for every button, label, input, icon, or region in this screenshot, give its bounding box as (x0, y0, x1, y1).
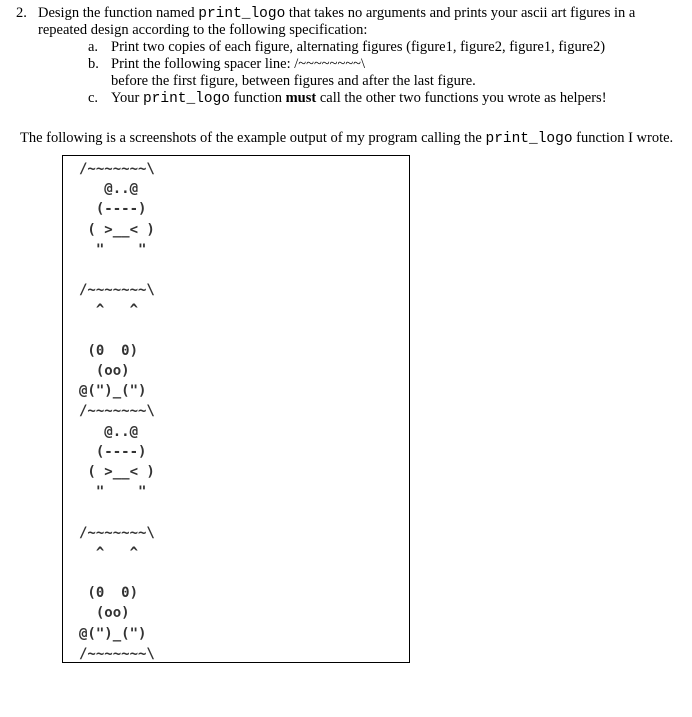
question-line-1-after: that takes no arguments and prints your ascii art figures in a (285, 5, 636, 21)
output-line: (oo) (79, 605, 130, 622)
question-number: 2. (16, 5, 27, 21)
output-line: @..@ (79, 181, 139, 198)
output-line: /~~~~~~~\ (79, 524, 155, 541)
output-line: (----) (79, 201, 147, 218)
output-line: (----) (79, 443, 147, 460)
output-line: ( >__< ) (79, 221, 155, 238)
item-c-bold: must (285, 90, 317, 106)
output-line: " " (79, 241, 147, 258)
output-line: @..@ (79, 423, 139, 440)
item-a-text: Print two copies of each figure, alternating figures (figure1, figure2, figure1, figure2) (111, 39, 606, 55)
item-c-text (111, 90, 607, 108)
output-line: (0 0) (79, 342, 139, 359)
output-line: ( >__< ) (79, 464, 155, 480)
intro-sentence (20, 129, 673, 148)
example-output-box (62, 155, 410, 663)
output-line: /~~~~~~~\ (79, 282, 155, 299)
item-b-marker: b. (88, 56, 99, 72)
output-line: (0 0) (79, 585, 139, 602)
item-b-text: Print the following spacer line: /~~~~~~~~\ (111, 56, 366, 72)
item-c-mid: function (230, 90, 286, 106)
item-a-marker: a. (88, 39, 99, 55)
item-c-code: print_logo (142, 91, 230, 107)
question-line-1-before: Design the function named (38, 5, 199, 21)
intro-before: The following is a screenshots of the example output of my program calling the (20, 130, 486, 146)
output-line: ^ ^ (79, 302, 139, 319)
output-line: @(")_(") (79, 625, 147, 642)
intro-after: function I wrote. (572, 130, 674, 146)
output-line: (oo) (79, 363, 130, 379)
item-b-continuation: before the first figure, between figures and after the last figure. (111, 73, 476, 89)
output-line: ^ ^ (79, 544, 139, 561)
intro-code: print_logo (485, 131, 573, 147)
item-c-after: call the other two functions you wrote as helpers! (316, 90, 607, 106)
output-line: /~~~~~~~\ (79, 161, 155, 177)
output-line: /~~~~~~~\ (79, 645, 155, 662)
question-line-1 (38, 5, 635, 23)
output-line: " " (79, 484, 147, 501)
question-line-2: repeated design according to the following specification: (38, 22, 368, 38)
output-line: @(")_(") (79, 383, 147, 400)
item-c-marker: c. (88, 90, 99, 106)
item-c-before: Your (111, 90, 143, 106)
output-line: /~~~~~~~\ (79, 403, 155, 420)
function-name-code: print_logo (198, 6, 286, 22)
